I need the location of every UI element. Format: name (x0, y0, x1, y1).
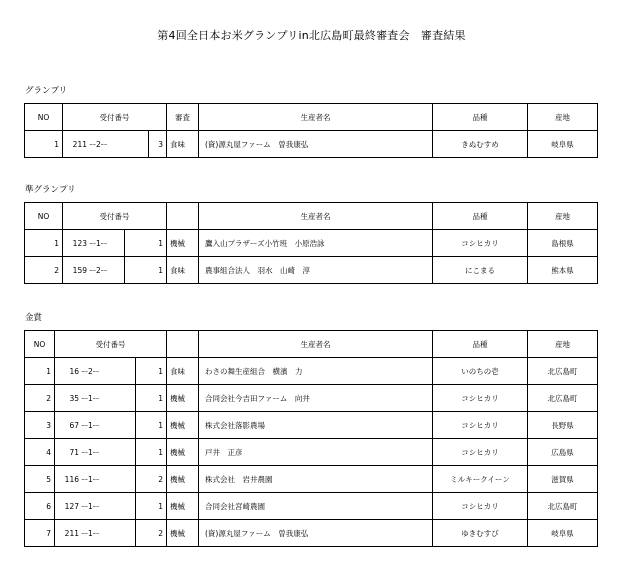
judge-method: 食味 (167, 358, 199, 385)
header-receipt: 受付番号 (63, 203, 167, 230)
receipt-separator: ー2ー (89, 265, 108, 275)
producer-name: 株式会社落影農場 (199, 412, 433, 439)
rice-variety: きぬむすめ (433, 131, 528, 158)
table-header-row (25, 104, 598, 131)
producer-name: (資)源丸屋ファーム 曽我康弘 (199, 520, 433, 547)
table-row (25, 493, 598, 520)
rice-variety: ゆきむすび (433, 520, 528, 547)
header-producer: 生産者名 (199, 104, 433, 131)
producer-name: 合同会社宮崎農園 (199, 493, 433, 520)
receipt-sub: 2 (136, 520, 167, 547)
receipt-number (55, 493, 136, 520)
receipt-number (63, 257, 125, 284)
origin: 広島県 (528, 439, 598, 466)
receipt-main: 211 (64, 528, 79, 538)
header-origin: 産地 (528, 203, 598, 230)
receipt-sub: 1 (136, 412, 167, 439)
row-no: 4 (25, 439, 55, 466)
receipt-separator: ー2ー (81, 366, 100, 376)
row-no: 2 (25, 385, 55, 412)
origin: 滋賀県 (528, 466, 598, 493)
header-judge: 審査 (167, 104, 199, 131)
header-judge (167, 203, 199, 230)
judge-method: 機械 (167, 412, 199, 439)
header-variety: 品種 (433, 203, 528, 230)
grand-prix-table (24, 103, 598, 158)
judge-method: 機械 (167, 230, 199, 257)
rice-variety: コシヒカリ (433, 439, 528, 466)
header-variety: 品種 (433, 331, 528, 358)
receipt-sub: 1 (136, 493, 167, 520)
receipt-separator: ー1ー (81, 447, 100, 457)
producer-name: 合同会社今吉田ファーム 向井 (199, 385, 433, 412)
producer-name: (資)源丸屋ファーム 曽我康弘 (199, 131, 433, 158)
receipt-main: 123 (72, 238, 87, 248)
rice-variety: コシヒカリ (433, 230, 528, 257)
receipt-sub: 1 (136, 439, 167, 466)
header-variety: 品種 (433, 104, 528, 131)
receipt-main: 67 (69, 420, 79, 430)
receipt-main: 127 (64, 501, 79, 511)
receipt-number (55, 412, 136, 439)
table-row (25, 131, 598, 158)
receipt-separator: ー1ー (81, 420, 100, 430)
header-origin: 産地 (528, 331, 598, 358)
header-origin: 産地 (528, 104, 598, 131)
receipt-main: 71 (69, 447, 79, 457)
origin: 北広島町 (528, 493, 598, 520)
header-judge (167, 331, 199, 358)
receipt-sub: 1 (136, 358, 167, 385)
header-producer: 生産者名 (199, 331, 433, 358)
rice-variety: ミルキークイーン (433, 466, 528, 493)
receipt-sub: 3 (149, 131, 167, 158)
rice-variety: いのちの壱 (433, 358, 528, 385)
rice-variety: にこまる (433, 257, 528, 284)
receipt-main: 35 (69, 393, 79, 403)
row-no: 1 (25, 358, 55, 385)
table-row (25, 439, 598, 466)
header-no: NO (25, 331, 55, 358)
producer-name: 戸井 正彦 (199, 439, 433, 466)
judge-method: 機械 (167, 385, 199, 412)
page-title: 第4回全日本お米グランプリin北広島町最終審査会 審査結果 (157, 29, 466, 42)
origin: 岐阜県 (528, 520, 598, 547)
origin: 北広島町 (528, 385, 598, 412)
rice-variety: コシヒカリ (433, 385, 528, 412)
receipt-number (63, 230, 125, 257)
receipt-sub: 2 (136, 466, 167, 493)
producer-name: 農事組合法人 羽水 山崎 淳 (199, 257, 433, 284)
judge-method: 機械 (167, 493, 199, 520)
table-row (25, 257, 598, 284)
section-label-grand-prix: グランプリ (25, 86, 68, 96)
receipt-number (55, 520, 136, 547)
rice-variety: コシヒカリ (433, 493, 528, 520)
row-no: 2 (25, 257, 63, 284)
table-row (25, 520, 598, 547)
table-header-row (25, 203, 598, 230)
origin: 岐阜県 (528, 131, 598, 158)
runner-up-table (24, 202, 598, 284)
origin: 北広島町 (528, 358, 598, 385)
table-row (25, 412, 598, 439)
receipt-separator: ー1ー (81, 474, 100, 484)
header-receipt: 受付番号 (63, 104, 167, 131)
row-no: 3 (25, 412, 55, 439)
gold-award-table (24, 330, 598, 547)
receipt-main: 116 (64, 474, 79, 484)
receipt-number (55, 439, 136, 466)
receipt-number (55, 466, 136, 493)
judge-method: 機械 (167, 466, 199, 493)
receipt-main: 16 (69, 366, 79, 376)
receipt-main: 159 (72, 265, 87, 275)
table-row (25, 358, 598, 385)
row-no: 5 (25, 466, 55, 493)
section-label-runner-up: 準グランプリ (25, 185, 76, 195)
header-receipt: 受付番号 (55, 331, 167, 358)
header-no: NO (25, 203, 63, 230)
judge-method: 食味 (167, 257, 199, 284)
table-row (25, 385, 598, 412)
rice-variety: コシヒカリ (433, 412, 528, 439)
origin: 島根県 (528, 230, 598, 257)
table-row (25, 230, 598, 257)
receipt-separator: ー1ー (81, 501, 100, 511)
table-header-row (25, 331, 598, 358)
header-no: NO (25, 104, 63, 131)
receipt-separator: ー1ー (89, 238, 108, 248)
row-no: 1 (25, 230, 63, 257)
origin: 熊本県 (528, 257, 598, 284)
receipt-separator: ー1ー (81, 528, 100, 538)
origin: 長野県 (528, 412, 598, 439)
receipt-separator: ー2ー (89, 139, 108, 149)
receipt-main: 211 (72, 139, 87, 149)
receipt-sub: 1 (125, 257, 167, 284)
judge-method: 機械 (167, 439, 199, 466)
row-no: 7 (25, 520, 55, 547)
row-no: 6 (25, 493, 55, 520)
receipt-sub: 1 (136, 385, 167, 412)
table-row (25, 466, 598, 493)
section-label-gold-award: 金賞 (25, 313, 43, 323)
judge-method: 食味 (167, 131, 199, 158)
receipt-separator: ー1ー (81, 393, 100, 403)
producer-name: 株式会社 岩井農園 (199, 466, 433, 493)
row-no: 1 (25, 131, 63, 158)
receipt-number (55, 385, 136, 412)
receipt-number (55, 358, 136, 385)
receipt-sub: 1 (125, 230, 167, 257)
header-producer: 生産者名 (199, 203, 433, 230)
producer-name: わさの舞生産組合 横濱 力 (199, 358, 433, 385)
receipt-number (63, 131, 149, 158)
judge-method: 機械 (167, 520, 199, 547)
producer-name: 鷹入山プラザーズ小竹班 小原浩詠 (199, 230, 433, 257)
